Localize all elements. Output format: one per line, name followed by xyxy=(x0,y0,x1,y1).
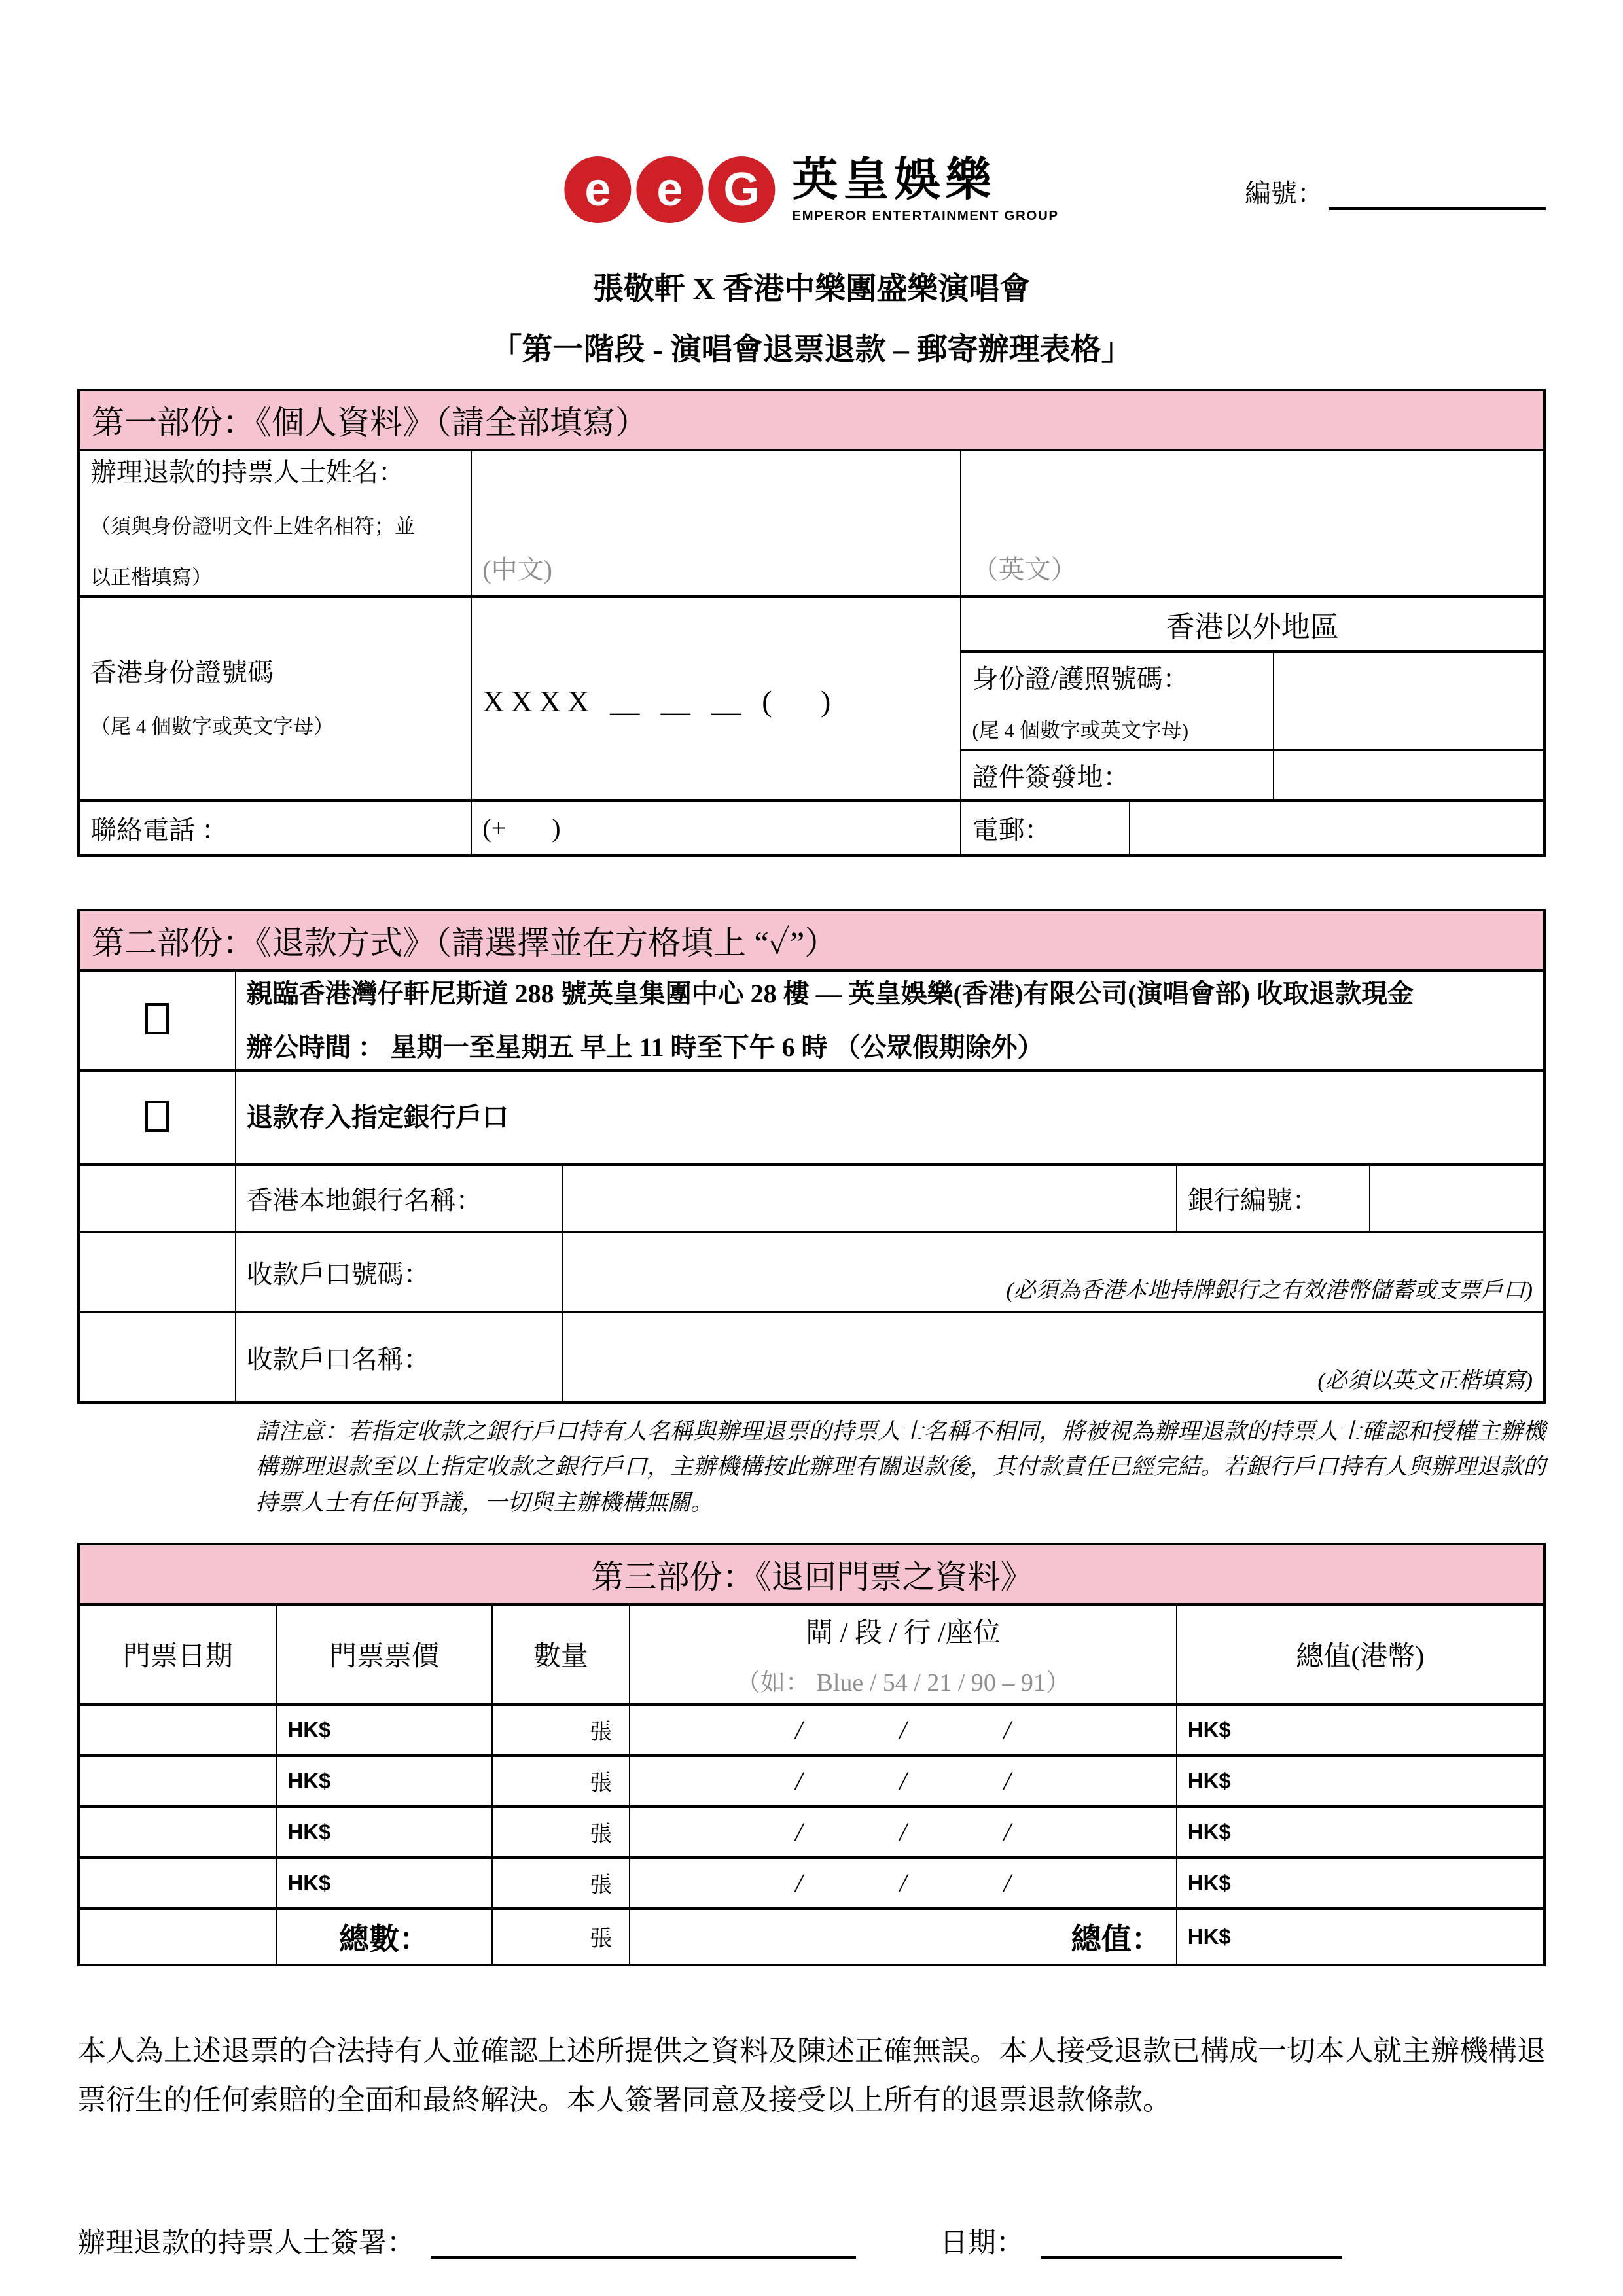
email-label: 電郵： xyxy=(972,815,1051,845)
cash-option-cell xyxy=(79,970,236,1070)
logo-circle-e2-icon: e xyxy=(636,156,703,223)
hkid-label: 香港身份證號碼 xyxy=(90,658,274,688)
bank-row-spacer-cell xyxy=(79,1165,236,1232)
phone-label: 聯絡電話 ： xyxy=(79,800,471,855)
eeg-logo-circles xyxy=(564,156,775,223)
issue-place-input[interactable] xyxy=(1274,750,1544,800)
email-cell xyxy=(961,800,1544,855)
ticket-row-2 xyxy=(79,1756,1544,1807)
total-qty-input[interactable]: 張 xyxy=(492,1909,630,1965)
date-input[interactable] xyxy=(1041,2223,1342,2259)
acctname-row-spacer-cell xyxy=(79,1312,236,1402)
passport-input[interactable] xyxy=(1274,652,1544,750)
section2-refund-method-table xyxy=(77,909,1546,1404)
logo-name-en: EMPEROR ENTERTAINMENT GROUP xyxy=(792,207,1059,223)
total-qty-label: 總數： xyxy=(276,1909,491,1965)
ticket2-date-input[interactable] xyxy=(79,1756,276,1807)
section2-header: 第二部份：《退款方式》（請選擇並在方格填上 “✓”） xyxy=(79,910,1544,970)
name-label-line3: 以正楷填寫） xyxy=(90,566,212,589)
hkid-label-cell xyxy=(79,597,471,800)
bank-option-checkbox[interactable] xyxy=(145,1101,169,1132)
ticket4-total-input[interactable]: HK$ xyxy=(1177,1858,1544,1909)
name-english-input[interactable]: （英文） xyxy=(961,450,1544,597)
ticket3-total-input[interactable]: HK$ xyxy=(1177,1807,1544,1858)
eeg-logo xyxy=(564,156,1058,224)
section3-header: 第三部份：《退回門票之資料》 xyxy=(79,1544,1544,1604)
hkid-input[interactable] xyxy=(471,597,961,800)
ticket4-qty-input[interactable]: 張 xyxy=(492,1858,630,1909)
ticket2-total-input[interactable]: HK$ xyxy=(1177,1756,1544,1807)
bank-code-input[interactable] xyxy=(1370,1165,1544,1232)
hkid-note: （尾 4 個數字或英文字母） xyxy=(90,715,334,739)
totals-row xyxy=(79,1909,1544,1965)
ticket4-price-input[interactable]: HK$ xyxy=(276,1858,491,1909)
logo-name-zh: 英皇娛樂 xyxy=(792,154,997,205)
totals-empty-cell xyxy=(79,1909,276,1965)
col-header-date: 門票日期 xyxy=(79,1604,276,1704)
ticket1-price-input[interactable]: HK$ xyxy=(276,1704,491,1756)
col-header-seat xyxy=(630,1604,1177,1704)
ticket3-qty-input[interactable]: 張 xyxy=(492,1807,630,1858)
account-name-label: 收款戶口名稱： xyxy=(236,1312,563,1402)
ticket1-qty-input[interactable]: 張 xyxy=(492,1704,630,1756)
ticket1-total-input[interactable]: HK$ xyxy=(1177,1704,1544,1756)
ticket-row-4 xyxy=(79,1858,1544,1909)
col-header-total: 總值(港幣) xyxy=(1177,1604,1544,1704)
col-header-seat-example: （如： Blue / 54 / 21 / 90 – 91） xyxy=(735,1669,1071,1697)
page-header xyxy=(77,156,1546,247)
section2-notice: 請注意：若指定收款之銀行戶口持有人名稱與辦理退票的持票人士名稱不相同，將被視為辦理退款的持票人士確認和授權主辦機構辦理退款至以上指定收款之銀行戶口，主辦機構按此辦理有關退款後，其付款責任已經完結。若銀行戶口持有人與辦理退款的持票人士有任何爭議，一切與主辦機構無關。 xyxy=(255,1419,1546,1515)
bank-name-label: 香港本地銀行名稱： xyxy=(236,1165,563,1232)
cash-option-checkbox[interactable] xyxy=(145,1003,169,1034)
ticket3-date-input[interactable] xyxy=(79,1807,276,1858)
reference-number xyxy=(1245,173,1546,210)
reference-number-label: 編號： xyxy=(1245,179,1323,208)
email-input[interactable] xyxy=(1129,802,1543,854)
signature-label: 辦理退款的持票人士簽署： xyxy=(77,2227,415,2259)
ticket2-qty-input[interactable]: 張 xyxy=(492,1756,630,1807)
name-label-line1: 辦理退款的持票人士姓名： xyxy=(90,457,404,487)
account-no-note: (必須為香港本地持牌銀行之有效港幣儲蓄或支票戶口) xyxy=(1006,1279,1533,1303)
name-label-cell xyxy=(79,450,471,597)
ticket-row-3 xyxy=(79,1807,1544,1858)
cash-option-text-cell xyxy=(236,970,1544,1070)
section1-header: 第一部份：《個人資料》（請全部填寫） xyxy=(79,390,1544,450)
section1-personal-info-table xyxy=(77,389,1546,857)
passport-label: 身份證/護照號碼： xyxy=(972,664,1189,694)
cash-option-line2: 辦公時間 ： 星期一至星期五 早上 11 時至下午 6 時 （公眾假期除外） xyxy=(246,1032,1044,1062)
acctno-row-spacer-cell xyxy=(79,1232,236,1312)
reference-number-blank[interactable] xyxy=(1329,179,1546,210)
section3-tickets-table xyxy=(77,1543,1546,1966)
ticket2-seat-input[interactable]: / / / xyxy=(630,1756,1177,1807)
col-header-price: 門票票價 xyxy=(276,1604,491,1704)
overseas-header: 香港以外地區 xyxy=(961,597,1544,652)
total-value-input[interactable]: HK$ xyxy=(1177,1909,1544,1965)
ticket3-price-input[interactable]: HK$ xyxy=(276,1807,491,1858)
bank-option-cell xyxy=(79,1070,236,1165)
ticket-row-1 xyxy=(79,1704,1544,1756)
passport-note: (尾 4 個數字或英文字母) xyxy=(972,719,1189,742)
account-no-input[interactable] xyxy=(562,1232,1544,1312)
bank-option-label: 退款存入指定銀行戶口 xyxy=(236,1070,1544,1165)
ticket3-seat-input[interactable]: / / / xyxy=(630,1807,1177,1858)
concert-title: 張敬軒 X 香港中樂團盛樂演唱會 xyxy=(592,272,1031,306)
issue-place-label: 證件簽發地： xyxy=(961,750,1273,800)
ticket2-price-input[interactable]: HK$ xyxy=(276,1756,491,1807)
col-header-qty: 數量 xyxy=(492,1604,630,1704)
form-title: 「第一階段 - 演唱會退票退款 – 郵寄辦理表格」 xyxy=(491,333,1132,367)
bank-code-label: 銀行編號： xyxy=(1177,1165,1370,1232)
signature-input[interactable] xyxy=(431,2223,856,2259)
cash-option-line1: 親臨香港灣仔軒尼斯道 288 號英皇集團中心 28 樓 — 英皇娛樂(香港)有限公司(演唱會部) 收取退款現金 xyxy=(246,978,1414,1008)
account-name-input[interactable] xyxy=(562,1312,1544,1402)
logo-wordmark xyxy=(792,156,1058,224)
hkid-format-hint: XXXX ＿ ＿ ＿ ( ) xyxy=(482,684,838,718)
ticket1-date-input[interactable] xyxy=(79,1704,276,1756)
date-label: 日期： xyxy=(940,2227,1024,2259)
declaration-text: 本人為上述退票的合法持有人並確認上述所提供之資料及陳述正確無誤。本人接受退款已構成一切本人就主辦機構退票衍生的任何索賠的全面和最終解決。本人簽署同意及接受以上所有的退票退款條款。 xyxy=(77,2034,1546,2117)
name-label-line2: （須與身份證明文件上姓名相符；並 xyxy=(90,514,415,538)
total-value-label: 總值： xyxy=(630,1909,1177,1965)
ticket4-date-input[interactable] xyxy=(79,1858,276,1909)
passport-label-cell xyxy=(961,652,1273,750)
logo-circle-e1-icon: e xyxy=(564,156,631,223)
col-header-seat-line1: 閘 / 段 / 行 /座位 xyxy=(806,1617,1001,1648)
account-no-label: 收款戶口號碼： xyxy=(236,1232,563,1312)
phone-input[interactable]: (+ ) xyxy=(471,800,961,855)
bank-name-input[interactable] xyxy=(562,1165,1177,1232)
account-name-note: (必須以英文正楷填寫) xyxy=(1317,1369,1533,1393)
name-chinese-input[interactable]: (中文) xyxy=(471,450,961,597)
signature-row xyxy=(77,2223,1546,2259)
ticket4-seat-input[interactable]: / / / xyxy=(630,1858,1177,1909)
ticket1-seat-input[interactable]: / / / xyxy=(630,1704,1177,1756)
logo-circle-g-icon: G xyxy=(708,156,775,223)
